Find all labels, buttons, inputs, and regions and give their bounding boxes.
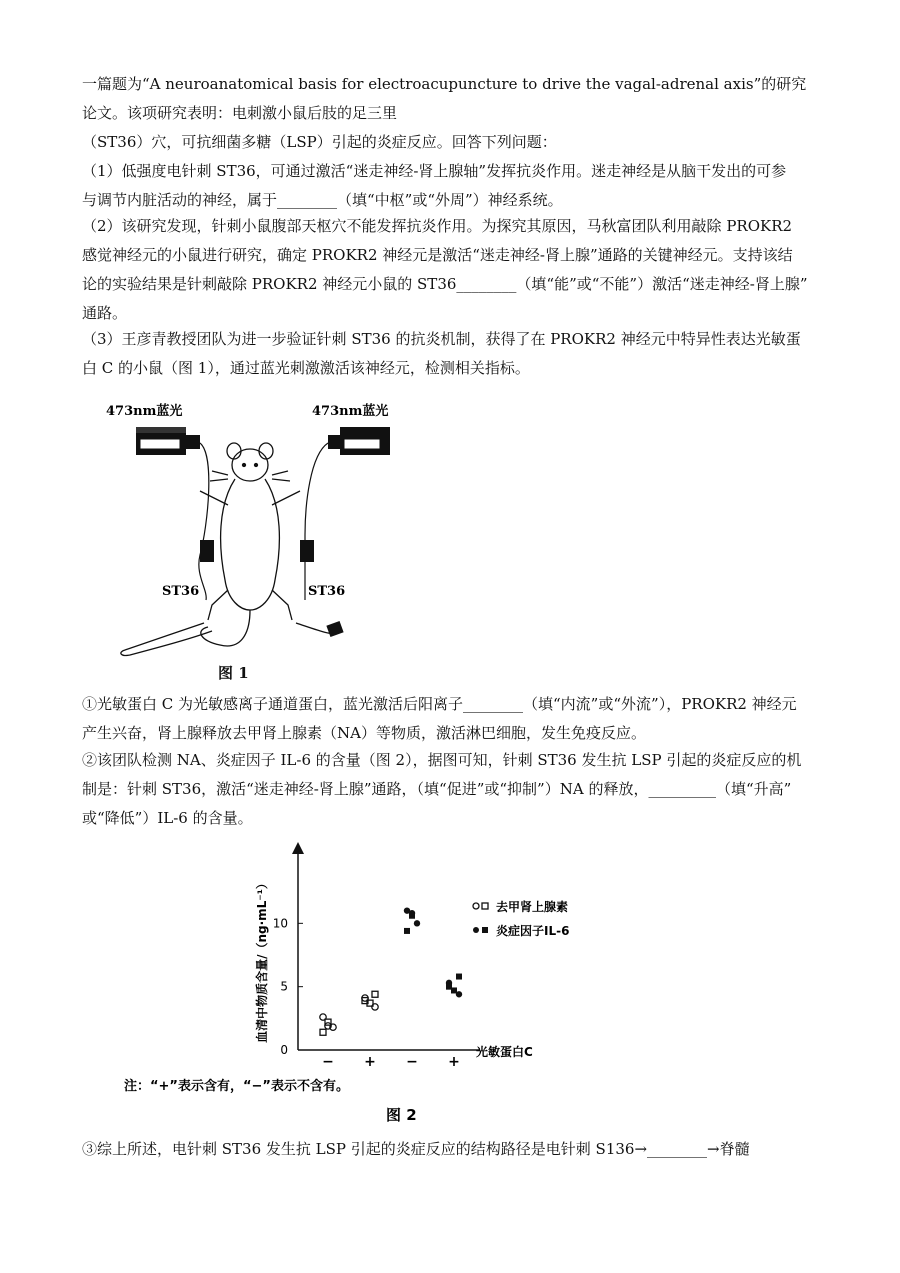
x-tick-label: + <box>448 1054 460 1070</box>
question-3 <box>82 325 822 383</box>
figure-2-caption: 图 2 <box>386 1106 417 1124</box>
q3-2-line-2: 制是：针刺 ST36，激活“迷走神经-肾上腺”通路，（填“促进”或“抑制”）NA 的释放，_________（填“升高” <box>82 780 792 798</box>
intro-line-3: （ST36）穴，可抗细菌多糖（LSP）引起的炎症反应。回答下列问题： <box>82 133 557 151</box>
question-3-1 <box>82 690 822 748</box>
x-axis-label: 光敏蛋白C <box>476 1045 533 1059</box>
y-axis-label: 血清中物质含量/（ng·mL⁻¹） <box>255 877 269 1043</box>
x-tick-label: − <box>406 1054 418 1070</box>
fiber-right <box>305 443 328 600</box>
legend-label-il6: 炎症因子IL-6 <box>496 924 570 938</box>
intro-paragraph <box>82 70 822 157</box>
legend <box>473 899 569 938</box>
legend-marker-open-circle <box>473 903 479 909</box>
q3-3-line-1: ③综上所述，电针刺 ST36 发生抗 LSP 引起的炎症反应的结构路径是电针刺 S136→________→脊髓 <box>82 1140 750 1158</box>
intro-line-2: 论文。该项研究表明：电刺激小鼠后肢的足三里 <box>82 104 398 122</box>
y-tick-label: 0 <box>280 1043 288 1057</box>
y-tick-label: 5 <box>280 979 288 994</box>
data-point <box>320 1029 326 1035</box>
data-point <box>456 974 462 980</box>
legend-marker-filled-circle <box>473 927 479 933</box>
st36-label-left: ST36 <box>162 584 200 599</box>
q1-line-1: （1）低强度电针刺 ST36，可通过激活“迷走神经-肾上腺轴”发挥抗炎作用。迷走神经是从脑干发出的可参 <box>82 162 787 180</box>
legend-label-na: 去甲肾上腺素 <box>496 900 569 914</box>
q3-line-1: （3）王彦青教授团队为进一步验证针刺 ST36 的抗炎机制，获得了在 PROKR2 神经元中特异性表达光敏蛋 <box>82 330 801 348</box>
laser-box-right <box>328 427 390 455</box>
question-1 <box>82 157 822 215</box>
x-tick-label: − <box>322 1054 334 1070</box>
q2-line-1: （2）该研究发现，针刺小鼠腹部天枢穴不能发挥抗炎作用。为探究其原因，马秋富团队利用敲除 PROKR2 <box>82 217 793 235</box>
data-point <box>456 991 462 997</box>
figure-1 <box>100 395 389 685</box>
q3-1-line-2: 产生兴奋，肾上腺释放去甲肾上腺素（NA）等物质，激活淋巴细胞，发生免疫反应。 <box>82 724 646 742</box>
legend-marker-open-square <box>482 903 488 909</box>
figure-1-caption: 图 1 <box>218 664 249 682</box>
question-2 <box>82 212 822 328</box>
q2-line-4: 通路。 <box>82 304 128 322</box>
light-label-right: 473nm蓝光 <box>312 404 389 419</box>
connector-right <box>300 540 314 562</box>
laser-box-left <box>136 427 200 455</box>
data-point <box>446 984 452 990</box>
light-label-left: 473nm蓝光 <box>106 404 183 419</box>
chart-note: 注：“+”表示含有，“−”表示不含有。 <box>124 1079 349 1094</box>
q3-2-line-1: ②该团队检测 NA、炎症因子 IL-6 的含量（图 2），据图可知，针刺 ST36 发生抗 LSP 引起的炎症反应的机 <box>82 751 802 769</box>
x-tick-label: + <box>364 1054 376 1070</box>
data-point <box>414 920 420 926</box>
data-point <box>372 1004 378 1010</box>
intro-line-1: 一篇题为“A neuroanatomical basis for electroacupuncture to drive the vagal-adrenal axis”的研究 <box>82 75 807 93</box>
q3-1-line-1: ①光敏蛋白 C 为光敏感离子通道蛋白，蓝光激活后阳离子________（填“内流”或“外流”），PROKR2 神经元 <box>82 695 797 713</box>
y-tick-label: 10 <box>272 916 288 931</box>
q3-line-2: 白 C 的小鼠（图 1），通过蓝光刺激激活该神经元，检测相关指标。 <box>82 359 530 377</box>
q2-line-2: 感觉神经元的小鼠进行研究，确定 PROKR2 神经元是激活“迷走神经-肾上腺”通路的关键神经元。支持该结 <box>82 246 793 264</box>
q3-2-line-3: 或“降低”）IL-6 的含量。 <box>82 809 253 827</box>
mouse-illustration <box>100 395 389 685</box>
figure-2 <box>124 840 620 1130</box>
fiber-left <box>199 443 209 600</box>
legend-marker-filled-square <box>482 927 488 933</box>
question-3-3 <box>82 1135 822 1164</box>
data-point <box>409 910 415 916</box>
scatter-chart <box>124 840 620 1130</box>
data-point <box>372 991 378 997</box>
q2-line-3: 论的实验结果是针刺敲除 PROKR2 神经元小鼠的 ST36________（填“能”或“不能”）激活“迷走神经-肾上腺” <box>82 275 808 293</box>
connector-left <box>200 540 214 562</box>
q1-line-2: 与调节内脏活动的神经，属于________（填“中枢”或“外周”）神经系统。 <box>82 191 563 209</box>
question-3-2 <box>82 746 822 833</box>
electrode-right <box>326 621 343 637</box>
st36-label-right: ST36 <box>308 584 346 599</box>
data-point <box>404 928 410 934</box>
